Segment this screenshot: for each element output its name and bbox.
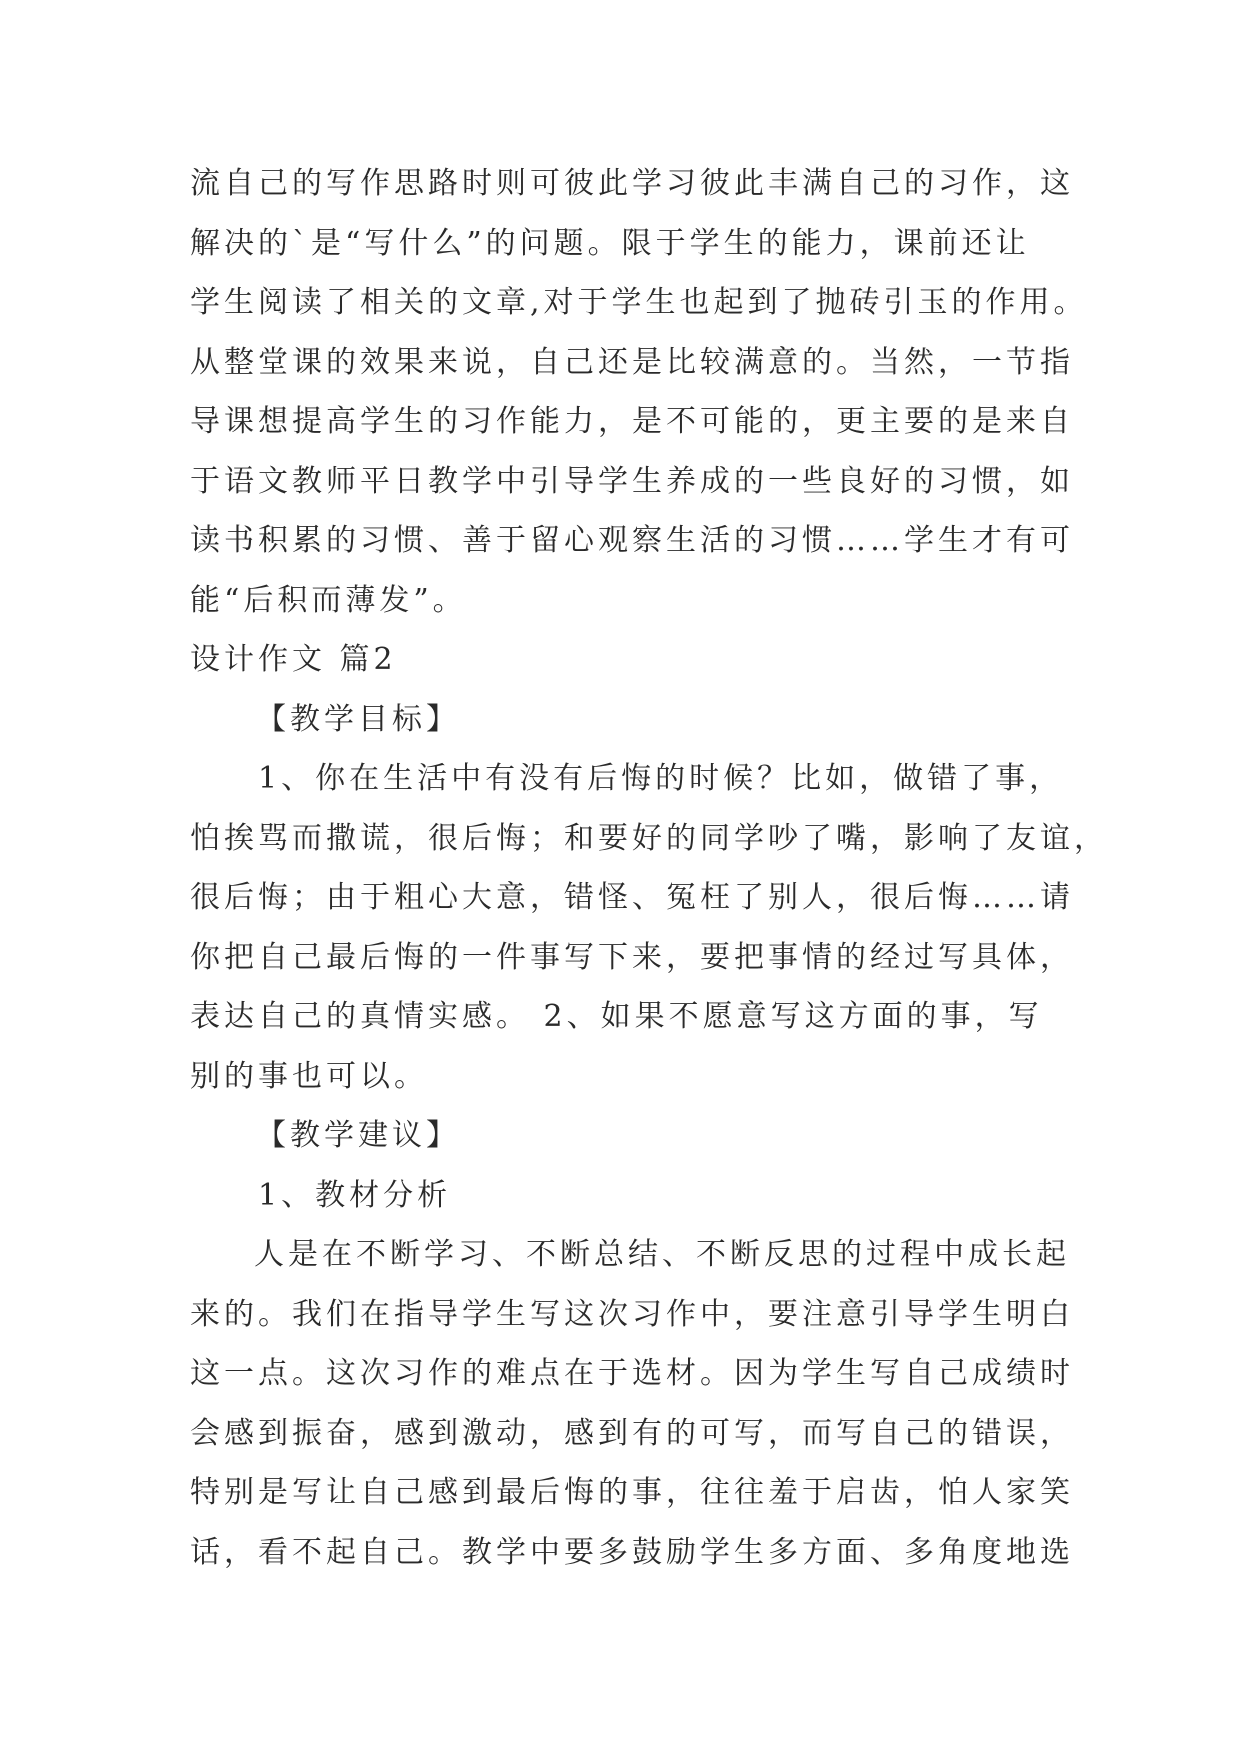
text-line: 表达自己的真情实感。 2、如果不愿意写这方面的事，写 <box>190 999 1043 1034</box>
subsection-heading: 【教学建议】 <box>256 1118 460 1153</box>
text-line: 导课想提高学生的习作能力，是不可能的，更主要的是来自 <box>190 404 1074 439</box>
text-line: 很后悔；由于粗心大意，错怪、冤枉了别人，很后悔……请 <box>190 880 1074 915</box>
text-line: 会感到振奋，感到激动，感到有的可写，而写自己的错误， <box>190 1416 1074 1451</box>
text-line: 1、你在生活中有没有后悔的时候？比如，做错了事， <box>258 761 1064 796</box>
subsection-heading: 1、教材分析 <box>258 1178 452 1213</box>
text-line: 话，看不起自己。教学中要多鼓励学生多方面、多角度地选 <box>190 1535 1074 1570</box>
text-line: 来的。我们在指导学生写这次习作中，要注意引导学生明白 <box>190 1297 1074 1332</box>
text-line: 解决的`是“写什么”的问题。限于学生的能力，课前还让 <box>190 226 1030 261</box>
text-line: 读书积累的习惯、善于留心观察生活的习惯……学生才有可 <box>190 523 1074 558</box>
text-line: 别的事也可以。 <box>190 1059 428 1094</box>
text-line: 人是在不断学习、不断总结、不断反思的过程中成长起 <box>254 1237 1070 1272</box>
text-line: 你把自己最后悔的一件事写下来，要把事情的经过写具体， <box>190 940 1074 975</box>
text-line: 特别是写让自己感到最后悔的事，往往羞于启齿，怕人家笑 <box>190 1475 1074 1510</box>
text-line: 怕挨骂而撒谎，很后悔；和要好的同学吵了嘴，影响了友谊， <box>190 821 1108 856</box>
text-line: 这一点。这次习作的难点在于选材。因为学生写自己成绩时 <box>190 1356 1074 1391</box>
text-line: 于语文教师平日教学中引导学生养成的一些良好的习惯，如 <box>190 464 1074 499</box>
text-line: 能“后积而薄发”。 <box>190 583 467 618</box>
subsection-heading: 【教学目标】 <box>256 702 460 737</box>
text-line: 从整堂课的效果来说，自己还是比较满意的。当然，一节指 <box>190 345 1074 380</box>
text-line: 流自己的写作思路时则可彼此学习彼此丰满自己的习作，这 <box>190 166 1074 201</box>
text-line: 学生阅读了相关的文章,对于学生也起到了抛砖引玉的作用。 <box>190 285 1088 320</box>
section-heading: 设计作文 篇2 <box>190 642 397 677</box>
